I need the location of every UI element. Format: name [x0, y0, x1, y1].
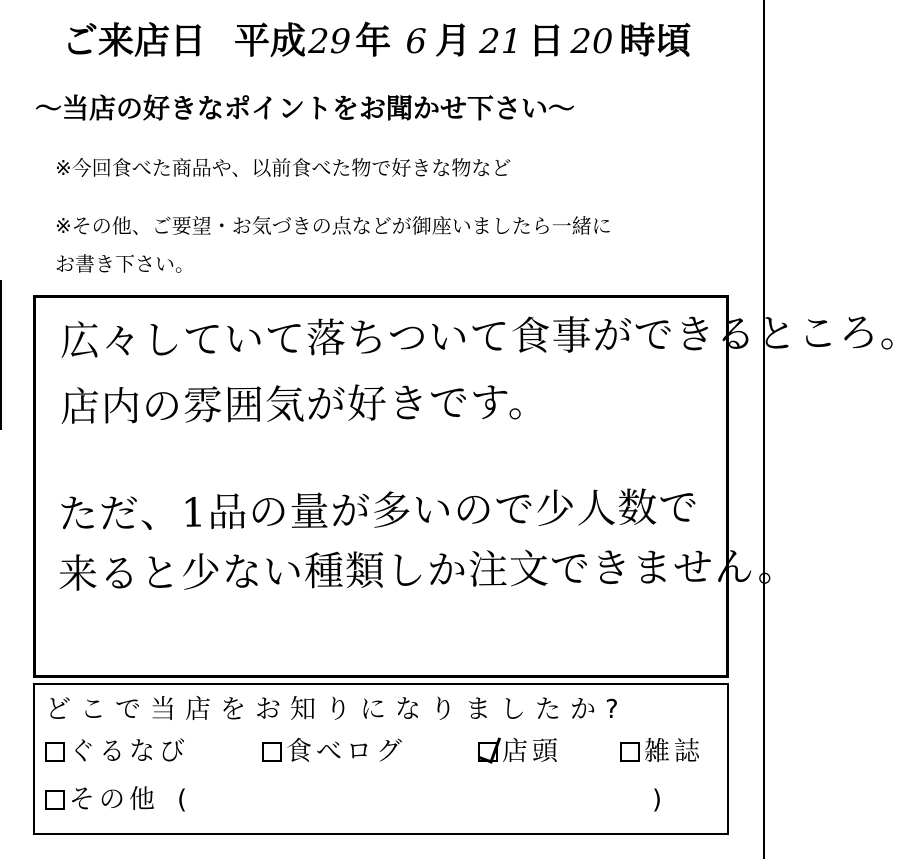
option-gurunavi[interactable]: [45, 734, 189, 770]
checkbox-gurunavi[interactable]: [45, 742, 65, 762]
instruction-note-3: お書き下さい。: [55, 252, 195, 276]
option-label: 店頭: [502, 737, 563, 767]
option-label: 雑誌: [644, 737, 705, 767]
visit-date-header: [62, 18, 692, 66]
page-edge-left: [0, 280, 2, 430]
era-label: 平成: [234, 21, 307, 62]
month-unit: 月: [434, 21, 471, 62]
option-label: ぐるなび: [69, 737, 190, 767]
handwritten-comment-line: 店内の雰囲気が好きです。: [59, 379, 550, 431]
instruction-note-2: ※その他、ご要望・お気づきの点などが御座いましたら一緒に: [55, 214, 612, 238]
checkbox-magazine[interactable]: [620, 742, 640, 762]
instruction-note-1: ※今回食べた商品や、以前食べた物で好きな物など: [55, 156, 512, 180]
other-paren-close: ): [652, 785, 663, 815]
day-handwritten: 21: [478, 22, 523, 62]
handwritten-comment-line: ただ、1品の量が多いので少人数で: [57, 485, 700, 538]
option-other[interactable]: [45, 782, 191, 818]
checkbox-other[interactable]: [45, 790, 65, 810]
handwritten-comment-line: 来ると少ない種類しか注文できません。: [57, 544, 799, 598]
form-subtitle: 〜当店の好きなポイントをお聞かせ下さい〜: [35, 94, 575, 125]
era-year-handwritten: 29: [308, 22, 352, 62]
option-tabelog[interactable]: [262, 734, 406, 770]
option-label: 食べログ: [286, 737, 407, 767]
checkbox-tabelog[interactable]: [262, 742, 282, 762]
hour-unit: 時頃: [619, 21, 692, 62]
visit-date-label: ご来店日: [62, 21, 207, 62]
page-edge-right: [763, 0, 765, 859]
option-magazine[interactable]: [620, 734, 704, 770]
handwritten-comment-line: 広々していて落ちついて食事ができるところ。: [59, 309, 921, 365]
survey-question: どこで当店をお知りになりましたか?: [45, 695, 628, 725]
year-unit: 年: [355, 21, 392, 62]
option-storefront[interactable]: [478, 734, 562, 770]
hour-handwritten: 20: [570, 22, 614, 62]
checkbox-storefront-checked[interactable]: [478, 742, 498, 762]
day-unit: 日: [528, 21, 565, 62]
option-label: その他: [69, 785, 160, 815]
month-handwritten: 6: [405, 22, 427, 62]
other-paren-open: (: [177, 785, 192, 815]
